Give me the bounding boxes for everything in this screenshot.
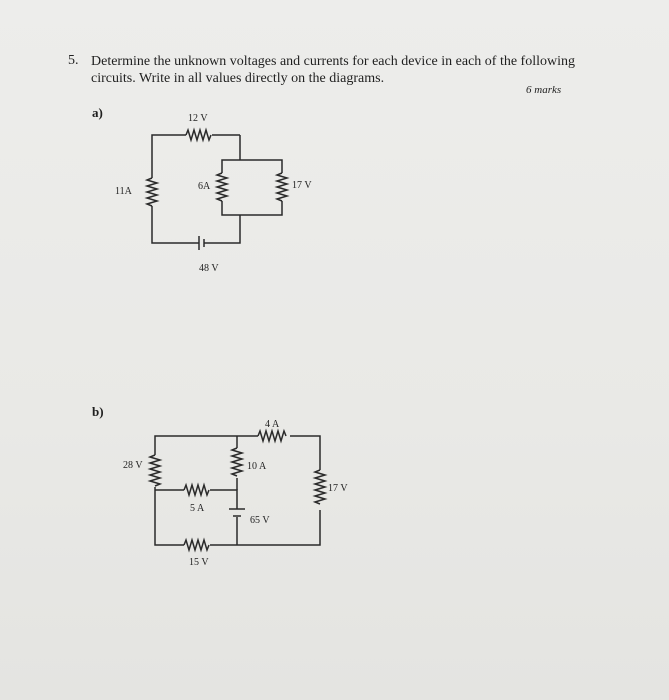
circuit-b-left-resistor [150,455,160,486]
circuit-b-right-resistor [315,470,325,504]
circuit-a-top-resistor [186,130,211,140]
circuit-b-bottom-resistor [184,540,209,550]
circuit-b-left-voltage: 28 V [123,460,143,471]
circuit-b-inner-wire [155,490,237,545]
circuit-a-left-wire [152,176,193,243]
circuit-a-left-resistor [147,178,157,206]
circuit-a-bottom-wire [193,215,240,243]
marks-label: 6 marks [526,84,562,96]
circuit-a-right-resistor [277,173,287,201]
circuit-a-middle-current: 6A [198,181,211,192]
circuit-a-middle-resistor [217,173,227,201]
circuit-a-left-current: 11A [115,186,132,197]
circuit-a-battery-voltage: 48 V [199,263,219,274]
part-b-label: b) [92,404,104,419]
circuit-a-parallel-top-wire [222,135,282,173]
circuit-b-top-right-resistor [258,431,286,441]
circuit-b-bottom-voltage: 15 V [189,557,209,568]
question-number: 5. [68,53,79,68]
circuit-b-middle-vertical-current: 10 A [247,461,267,472]
circuit-b-middle-vertical-resistor [232,448,242,476]
question-line-1: Determine the unknown voltages and currents for each device in each of the following [91,54,575,69]
circuit-a-top-wire [152,135,240,176]
circuit-b-battery-voltage: 65 V [250,515,270,526]
circuit-a-top-voltage: 12 V [188,113,208,124]
part-a-label: a) [92,105,103,120]
question-line-2: circuits. Write in all values directly on the diagrams. [91,71,385,86]
circuit-b-middle-resistor-current: 5 A [190,503,205,514]
circuit-b-top-right-current: 4 A [265,419,280,430]
circuit-b-middle-horizontal-resistor [184,485,209,495]
circuit-b-top-wire [155,436,237,455]
circuit-a-parallel-bottom-wire [222,201,282,215]
circuit-a-right-voltage: 17 V [292,180,312,191]
circuit-a [115,113,312,274]
circuit-b [123,419,348,568]
circuit-b-right-voltage: 17 V [328,483,348,494]
